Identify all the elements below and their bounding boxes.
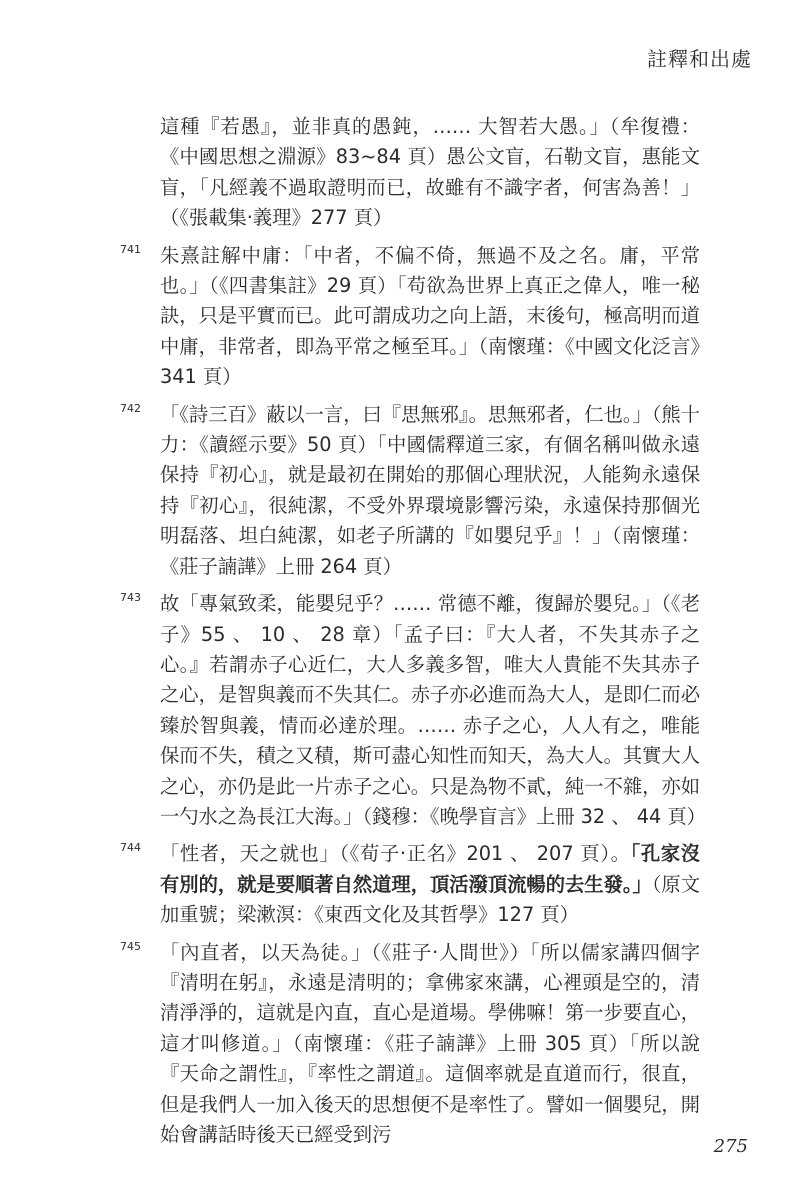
footnote-number: 743 <box>120 591 141 605</box>
footnote-text: 朱熹註解中庸：「中者，不偏不倚，無過不及之名。庸，平常也。」（《四書集註》29 頁）「苟欲為世界上真正之偉人，唯一秘訣，只是平實而已。此可謂成功之向上語，末後句，極高明而道中庸，非常者，即為平常之極至耳。」（南懷瑾：《中國文化泛言》341 頁） <box>160 243 700 389</box>
footnote-text: 「《詩三百》蔽以一言，曰『思無邪』。思無邪者，仁也。」（熊十力：《讀經示要》50 頁）「中國儒釋道三家，有個名稱叫做永遠保持『初心』，就是最初在開始的那個心理狀況，人能夠永遠保持『初心』，很純潔，不受外界環境影響污染，永遠保持那個光明磊落、坦白純潔，如老子所講的『如嬰兒乎』！」（南懷瑾：《莊子諵譁》上冊 264 頁） <box>160 402 700 578</box>
footnote-number: 744 <box>120 841 141 855</box>
footnote-text <box>160 839 700 930</box>
footnote-text: 故「專氣致柔，能嬰兒乎？…… 常德不離，復歸於嬰兒。」（《老子》55 、 10 、 28 章）「孟子曰：『大人者，不失其赤子之心。』若謂赤子心近仁，大人多義多智，唯大人貴能不失其赤子之心，是智與義而不失其仁。赤子亦必進而為大人，是即仁而必臻於智與義，情而必達於理。…… 赤子之心，人人有之，唯能保而不失，積之又積，斯可盡心知性而知天，為大人。其實大人之心，亦仍是此一片赤子之心。只是為物不貳，純一不雜，亦如一勺水之為長江大海。」（錢穆：《晚學盲言》上冊 32 、 44 頁） <box>160 592 706 828</box>
footnote-744 <box>120 839 700 930</box>
footnote-742 <box>120 400 700 582</box>
footnote-number: 741 <box>120 242 141 256</box>
footnote-text-plain: 「性者，天之就也」（《荀子‧正名》201 、 207 頁）。 <box>160 842 631 866</box>
footnote-text: 「內直者，以天為徒。」（《莊子‧人間世》）「所以儒家講四個字『清明在躬』，永遠是清明的；拿佛家來講，心裡頭是空的，清清淨淨的，這就是內直，直心是道場。學佛嘛！第一步要直心，這才叫修道。」（南懷瑾：《莊子諵譁》上冊 305 頁）「所以說『天命之謂性』，『率性之謂道』。這個率就是直道而行，很直，但是我們人一加入後天的思想便不是率性了。譬如一個嬰兒，開始會講話時後天已經受到污 <box>160 940 700 1146</box>
footnote-743 <box>120 589 706 832</box>
footnotes-body <box>120 112 706 1150</box>
continued-note-text: 這種『若愚』，並非真的愚鈍，…… 大智若大愚。」（牟復禮：《中國思想之淵源》83~84 頁）愚公文盲，石勒文盲，惠能文盲，「凡經義不過取證明而已，故雖有不識字者，何害為善！」（《張載集‧義理》277 頁） <box>160 115 700 230</box>
page-number: 275 <box>713 1136 748 1157</box>
footnote-741 <box>120 241 700 393</box>
footnote-text-emphasis: 「孔家沒有別的，就是要順著自然道理，頂活潑頂流暢的去生發。」 <box>160 842 700 896</box>
footnote-745 <box>120 938 700 1151</box>
footnote-text-plain: （原文加重號；梁漱溟：《東西文化及其哲學》127 頁） <box>160 872 700 927</box>
footnote-number: 742 <box>120 401 141 415</box>
running-header: 註釋和出處 <box>647 47 752 71</box>
footnote-number: 745 <box>120 939 141 953</box>
